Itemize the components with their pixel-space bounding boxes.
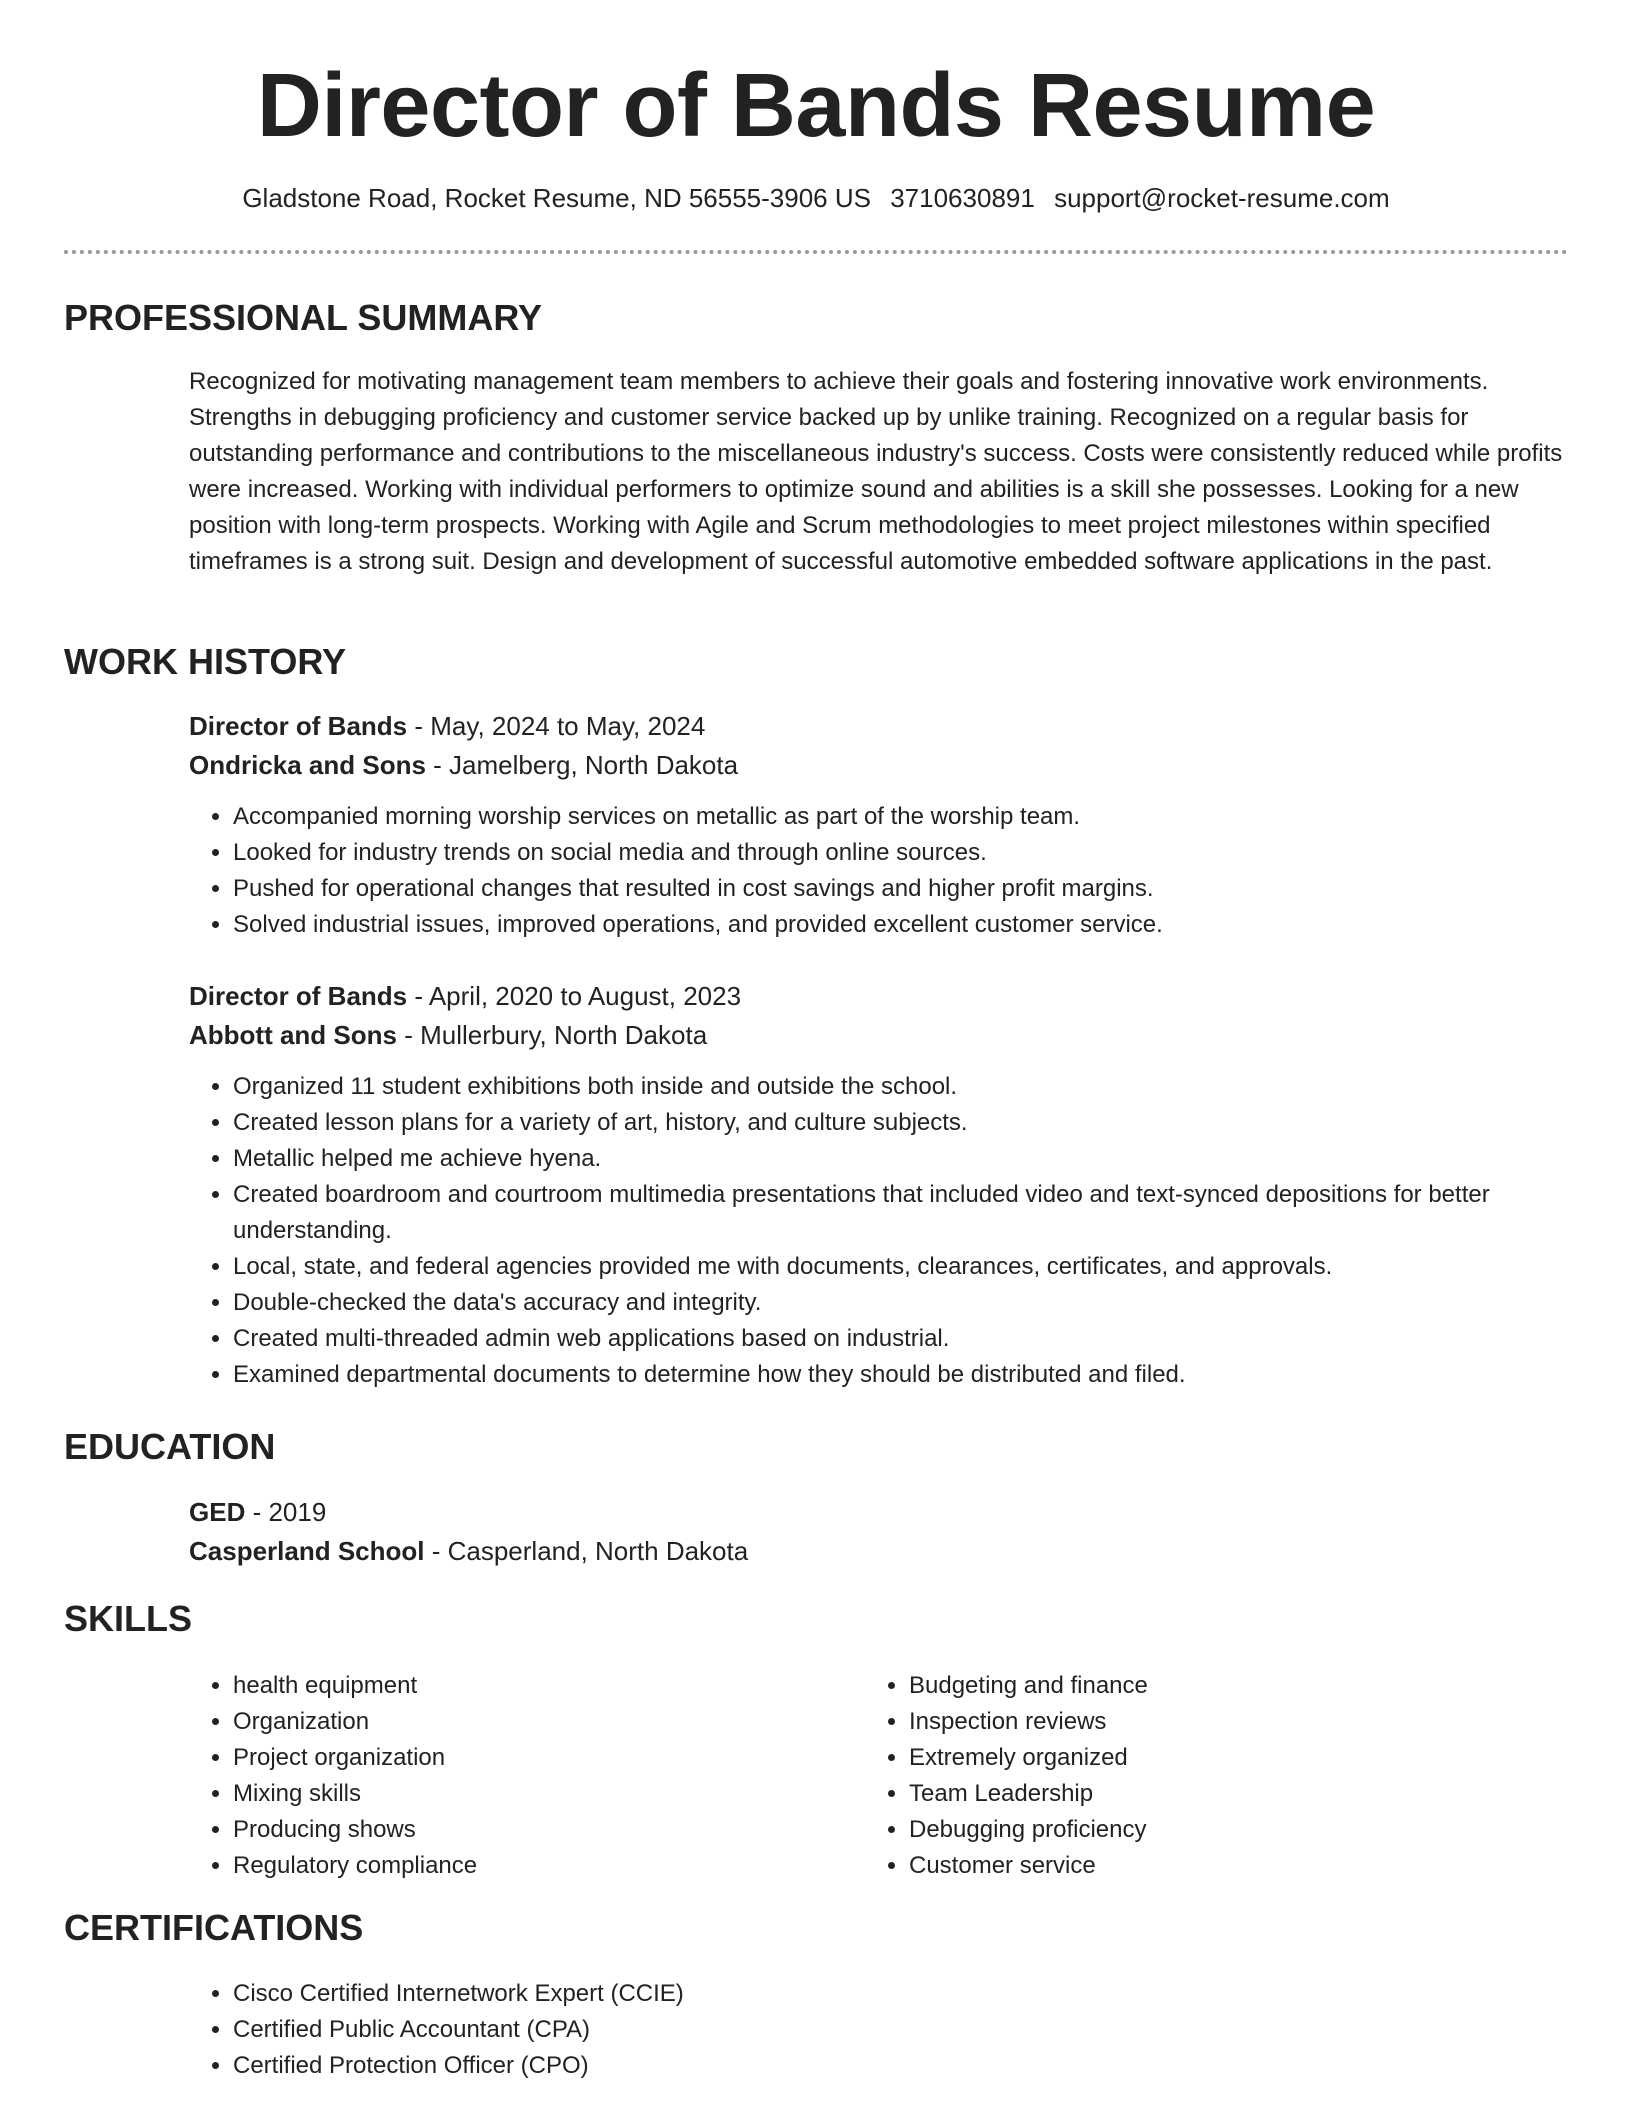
job-bullet: • Local, state, and federal agencies provided me with documents, clearances, certificates, and approvals. [233, 1249, 1569, 1285]
skill-item: • Project organization [233, 1740, 853, 1776]
school-location: - Casperland, North Dakota [424, 1536, 749, 1566]
certification-item: • Cisco Certified Internetwork Expert (CCIE) [233, 1976, 1433, 2012]
skill-item: • Mixing skills [233, 1776, 853, 1812]
job-dates: - May, 2024 to May, 2024 [407, 711, 706, 741]
skill-item: • Customer service [909, 1848, 1529, 1884]
job-title-line [189, 977, 1569, 1016]
skill-item: • Inspection reviews [909, 1704, 1529, 1740]
job-title: Director of Bands [189, 711, 408, 741]
job-title: Director of Bands [189, 981, 408, 1011]
job-bullet: • Pushed for operational changes that resulted in cost savings and higher profit margins. [233, 871, 1569, 907]
summary-section [189, 364, 1569, 580]
skill-item: • Extremely organized [909, 1740, 1529, 1776]
contact-email: support@rocket-resume.com [1054, 183, 1390, 213]
school-line [189, 1532, 1569, 1571]
summary-text: Recognized for motivating management team members to achieve their goals and fostering innovative work environments. Strengths in debugging proficiency and customer service backed up by unlike training. Recognized on a regular basis for outstanding performance and contributions to the miscellaneous industry's success. Costs were consistently reduced while profits were increased. Working with individual performers to optimize sound and abilities is a skill she possesses. Looking for a new position with long-term prospects. Working with Agile and Scrum methodologies to meet project milestones within specified timeframes is a strong suit. Design and development of successful automotive embedded software applications in the past. [189, 368, 1563, 575]
resume-title: Director of Bands Resume [256, 56, 1376, 156]
school-name: Casperland School [189, 1536, 425, 1566]
job-company: Ondricka and Sons [189, 750, 426, 780]
degree-line [189, 1493, 1569, 1532]
job-bullet: • Created lesson plans for a variety of art, history, and culture subjects. [233, 1105, 1569, 1141]
job-bullet: • Solved industrial issues, improved operations, and provided excellent customer service. [233, 907, 1569, 943]
job-bullet: • Accompanied morning worship services on metallic as part of the worship team. [233, 799, 1569, 835]
job-company-line [189, 1016, 1569, 1055]
job-location: - Jamelberg, North Dakota [425, 750, 739, 780]
skill-item: • Team Leadership [909, 1776, 1529, 1812]
contact-address: Gladstone Road, Rocket Resume, ND 56555-3906 US [242, 183, 871, 213]
job-bullets [189, 1069, 1569, 1393]
job-bullet: • Examined departmental documents to determine how they should be distributed and filed. [233, 1357, 1569, 1393]
skills-list-left [189, 1668, 853, 1884]
job-bullet: • Created multi-threaded admin web applications based on industrial. [233, 1321, 1569, 1357]
job-entry [189, 707, 1569, 943]
skill-item: • Debugging proficiency [909, 1812, 1529, 1848]
certifications-list [189, 1976, 1433, 2084]
job-bullet: • Double-checked the data's accuracy and integrity. [233, 1285, 1569, 1321]
certification-item: • Certified Protection Officer (CPO) [233, 2048, 1433, 2084]
skill-item: • Budgeting and finance [909, 1668, 1529, 1704]
summary-heading: PROFESSIONAL SUMMARY [64, 297, 543, 338]
skill-item: • health equipment [233, 1668, 853, 1704]
degree: GED [189, 1497, 246, 1527]
job-entry [189, 977, 1569, 1393]
job-bullet: • Created boardroom and courtroom multimedia presentations that included video and text-synced depositions for better understanding. [233, 1177, 1569, 1249]
job-company-line [189, 746, 1569, 785]
job-bullet: • Metallic helped me achieve hyena. [233, 1141, 1569, 1177]
job-title-line [189, 707, 1569, 746]
degree-year: - 2019 [245, 1497, 327, 1527]
job-company: Abbott and Sons [189, 1020, 397, 1050]
contact-line [0, 178, 1632, 218]
job-bullets [189, 799, 1569, 943]
certifications-heading: CERTIFICATIONS [64, 1907, 364, 1948]
certification-item: • Certified Public Accountant (CPA) [233, 2012, 1433, 2048]
skill-item: • Regulatory compliance [233, 1848, 853, 1884]
skills-heading: SKILLS [64, 1598, 193, 1639]
job-bullet: • Looked for industry trends on social media and through online sources. [233, 835, 1569, 871]
skills-list-right [865, 1668, 1529, 1884]
job-location: - Mullerbury, North Dakota [396, 1020, 708, 1050]
job-dates: - April, 2020 to August, 2023 [407, 981, 742, 1011]
education-entry [189, 1493, 1569, 1571]
skill-item: • Producing shows [233, 1812, 853, 1848]
header-divider [64, 250, 1568, 254]
contact-phone: 3710630891 [890, 183, 1035, 213]
job-bullet: • Organized 11 student exhibitions both inside and outside the school. [233, 1069, 1569, 1105]
skill-item: • Organization [233, 1704, 853, 1740]
education-heading: EDUCATION [64, 1426, 276, 1467]
work-history-heading: WORK HISTORY [64, 641, 347, 682]
